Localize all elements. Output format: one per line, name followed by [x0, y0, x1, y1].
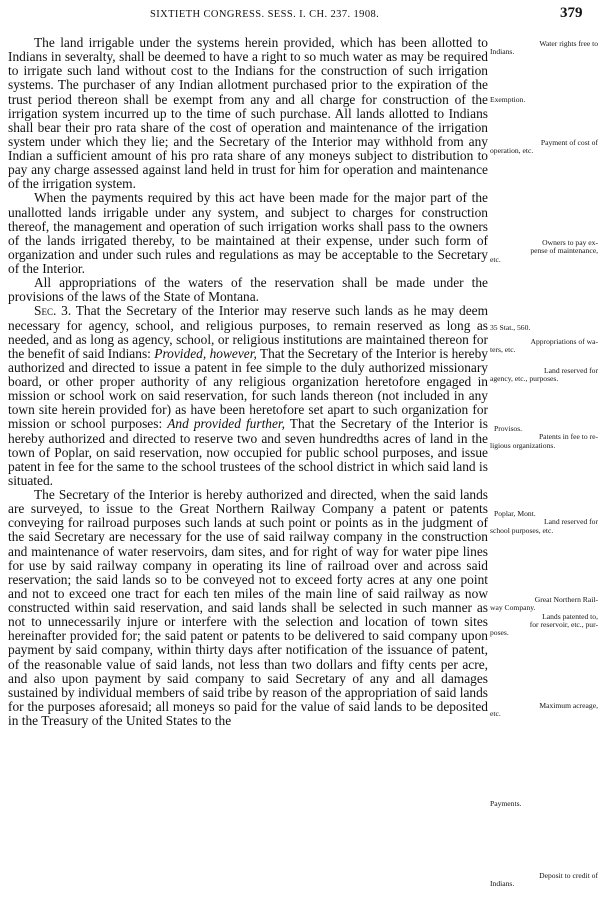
margin-note-water-rights: Water rights free to Indians.: [490, 39, 598, 57]
paragraph-appropriations: All appropriations of the waters of the reservation shall be made under the provisions of the laws of the State of Montana.: [8, 275, 488, 305]
running-head: SIXTIETH CONGRESS. SESS. I. CH. 237. 1908.: [150, 9, 380, 20]
paragraph-railway: The Secretary of the Interior is hereby authorized and directed, when the said lands are surveyed, to issue to the Great Northern Railway Company a patent or patents conveying for railroad purposes such lands at such point or points as in the judgment of the said Secretary are necessary for the use of said railway company in the construction and maintenance of water reservoirs, dam sites, and for right of way for water pipe lines for use by said railway company in operating its line of railroad over and across said reservation; the said lands so to be conveyed not to exceed forty acres at any one point and not to exceed one tract for each ten miles of the main line of said railway as now constructed within said reservation, and said lands shall be selected in such manner as not to unnecessarily injure or interfere with the selection and location of town sites hereinafter provided for; the said patent or patents to be delivered to said company upon payment by said company, within thirty days after notification of the issuance of patent, of the reasonable value of said lands, not less than two dollars and fifty cents per acre, and also upon payment by said company to said Secretary of any and all damages sustained by individual members of said tribe by reason of the appropriation of said lands for the purposes aforesaid; all moneys so paid for the value of said lands to be deposited in the Treasury of the United States to the: [8, 487, 488, 728]
section-3-text-c: That the Secretary of the Interior is hereby authorized and directed to reserve two and seven hundredths acres of land in the town of Poplar, on said reservation, now occupied for public school purposes, and issue patent in fee for the same to the school trustees of the school district in which said land is situated.: [8, 416, 488, 488]
margin-note-exemption: Exemption.: [490, 95, 526, 104]
paragraph-maintenance: When the payments required by this act have been made for the major part of the unallotted lands irrigable under any system, and subject to charges for construction thereof, the management and operation of such irrigation works shall pass to the owners of the lands irrigated thereby, to be maintained at their expense, under such form of organization and under such rules and regulations as may be acceptable to the Secretary of the Interior.: [8, 190, 488, 276]
paragraph-water-rights: The land irrigable under the systems herein provided, which has been allotted to Indians in severalty, shall be deemed to have a right to so much water as may be required to irrigate such land without cost to the Indians for the construction of such irrigation systems. The purchaser of any Indian allotment purchased prior to the expiration of the trust period thereon shall be exempt from any and all charge for construction of the irrigation system incurred up to the time of such purchase. All lands allotted to Indians shall bear their pro rata share of the cost of operation and maintenance of the irrigation system under which they lie; and the Secretary of the Interior may withhold from any Indian a sufficient amount of his pro rata share of any moneys subject to distribution to pay any charge assessed against land held in trust for him for operation and maintenance of the irrigation system.: [8, 35, 488, 192]
section-lead: Sec. 3.: [34, 303, 72, 319]
section-3-text-a: That the Secretary of the Interior may reserve such lands as he may deem necessary for agency, school, and religious purposes, to remain reserved as long as needed, and as long as agency, school, or religious institutions are maintained thereon for the benefit of said Indians:: [8, 303, 489, 361]
margin-note-stat-reference: 35 Stat., 560.: [490, 323, 531, 332]
margin-note-great-northern: Great Northern Rail- way Company. Lands patented to, for reservoir, etc., pur- poses.: [490, 595, 598, 638]
proviso-however: Provided, however,: [154, 345, 257, 361]
margin-note-operation-cost: Payment of cost of operation, etc.: [490, 138, 598, 156]
margin-note-payments: Payments.: [490, 799, 522, 808]
paragraph-section-3: [8, 304, 488, 488]
statute-body: [8, 36, 488, 728]
running-header: [0, 0, 600, 32]
margin-note-poplar: Poplar, Mont. Land reserved for school purposes, etc.: [490, 509, 598, 535]
section-3-text-b: That the Secretary of the Interior is hereby authorized and directed to issue a patent in fee simple to the duly authorized missionary board, or other proper authority of any religious organization heretofore engaged in mission or school work on said reservation, for such lands thereon (not included in any town site herein provided for) as have been heretofore set apart to such organization for mission or school purposes:: [8, 345, 488, 432]
margin-note-maximum-acreage: Maximum acreage, etc.: [490, 701, 598, 719]
margin-note-maintenance: Owners to pay ex- pense of maintenance, etc.: [490, 238, 598, 264]
margin-note-agency-lands: Land reserved for agency, etc., purposes.: [490, 366, 598, 384]
proviso-further: And provided further,: [167, 416, 285, 432]
margin-note-provisos: Provisos. Patents in fee to re- ligious organizations.: [490, 424, 598, 450]
margin-note-deposit: Deposit to credit of Indians.: [490, 871, 598, 889]
page-number: 379: [560, 5, 583, 21]
margin-note-water-appropriations: Appropriations of wa- ters, etc.: [490, 337, 598, 355]
